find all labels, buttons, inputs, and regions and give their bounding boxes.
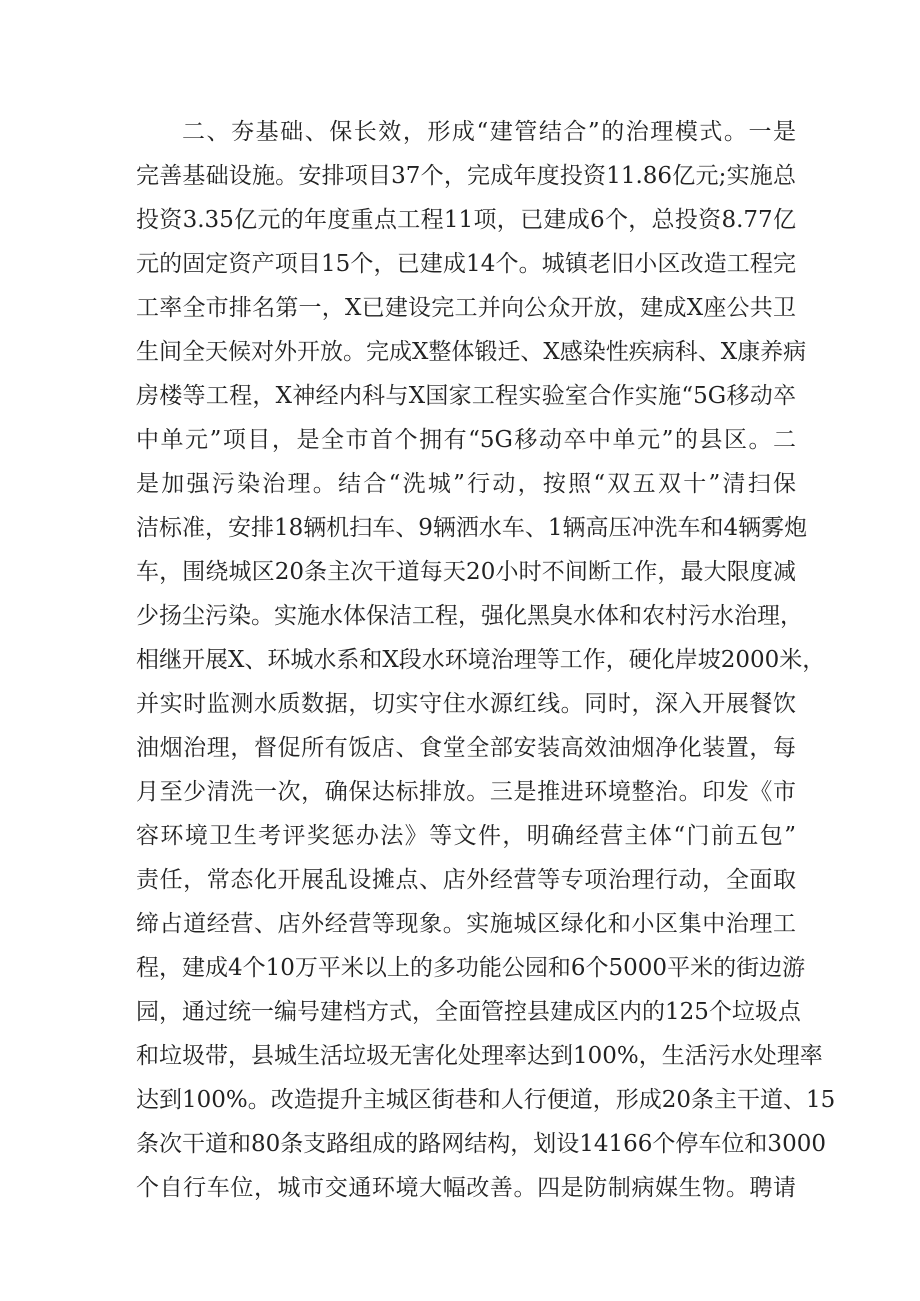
text-line: 并实时监测水质数据，切实守住水源红线。同时，深入开展餐饮 [136,691,796,717]
text-line: 容环境卫生考评奖惩办法》等文件，明确经营主体“门前五包” [136,823,796,849]
text-line: 少扬尘污染。实施水体保洁工程，强化黑臭水体和农村污水治理， [136,603,803,629]
text-line: 是加强污染治理。结合“洗城”行动，按照“双五双十”清扫保 [136,471,796,497]
text-line: 车，围绕城区20条主次干道每天20小时不间断工作，最大限度减 [136,559,796,585]
text-line: 相继开展X、环城水系和X段水环境治理等工作，硬化岸坡2000米， [136,647,826,673]
text-line: 中单元”项目，是全市首个拥有“5G移动卒中单元”的县区。二 [136,427,796,453]
text-line: 房楼等工程，X神经内科与X国家工程实验室合作实施“5G移动卒 [136,383,796,409]
text-line: 工率全市排名第一，X已建设完工并向公众开放，建成X座公共卫 [136,295,796,321]
text-line: 缔占道经营、店外经营等现象。实施城区绿化和小区集中治理工 [136,911,796,937]
text-line: 投资3.35亿元的年度重点工程11项，已建成6个，总投资8.77亿 [136,207,796,233]
text-line: 月至少清洗一次，确保达标排放。三是推进环境整治。印发《市 [136,779,796,805]
text-line: 完善基础设施。安排项目37个，完成年度投资11.86亿元;实施总 [136,163,796,189]
text-line: 生间全天候对外开放。完成X整体锻迁、X感染性疾病科、X康养病 [136,339,807,365]
body-paragraph [136,110,836,1210]
text-line: 油烟治理，督促所有饭店、食堂全部安装高效油烟净化装置，每 [136,735,796,761]
text-line: 条次干道和80条支路组成的路网结构，划设14166个停车位和3000 [136,1131,826,1157]
text-line: 元的固定资产项目15个，已建成14个。城镇老旧小区改造工程完 [136,251,796,277]
text-line: 个自行车位，城市交通环境大幅改善。四是防制病媒生物。聘请 [136,1175,796,1201]
text-line: 责任，常态化开展乱设摊点、店外经营等专项治理行动，全面取 [136,867,796,893]
text-line: 和垃圾带，县城生活垃圾无害化处理率达到100%，生活污水处理率 [136,1043,823,1069]
text-line: 二、夯基础、保长效，形成“建管结合”的治理模式。一是 [182,119,796,145]
text-line: 园，通过统一编号建档方式，全面管控县建成区内的125个垃圾点 [136,999,801,1025]
text-line: 程，建成4个10万平米以上的多功能公园和6个5000平米的街边游 [136,955,806,981]
text-line: 洁标准，安排18辆机扫车、9辆洒水车、1辆高压冲洗车和4辆雾炮 [136,515,808,541]
text-line: 达到100%。改造提升主城区街巷和人行便道，形成20条主干道、15 [136,1087,836,1113]
